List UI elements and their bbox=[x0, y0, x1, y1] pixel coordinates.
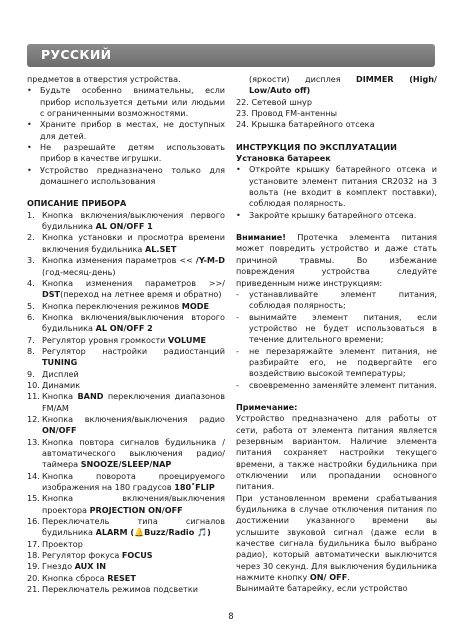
item-number: 4. bbox=[27, 277, 35, 288]
language-title: РУССКИЙ bbox=[41, 47, 112, 62]
bullet-mark: • bbox=[236, 209, 241, 220]
list-item bbox=[27, 380, 225, 391]
list-item bbox=[27, 539, 225, 550]
item-text: Кнопка изменения параметров >>/ bbox=[42, 277, 225, 288]
item-text: Проектор bbox=[42, 538, 83, 549]
dash-item bbox=[236, 380, 437, 391]
item-text: Кнопка поворота проецируемого изображения на 180 градусов bbox=[42, 470, 225, 493]
dash-item bbox=[236, 289, 437, 312]
item-text-after: (переход на летнее время и обратно) bbox=[60, 289, 222, 300]
item-text: Кнопка переключения режимов bbox=[42, 300, 182, 311]
item-number: 11. bbox=[27, 391, 40, 402]
item-text: Кнопка bbox=[42, 391, 78, 402]
dash-item bbox=[236, 312, 437, 346]
item-bold-label: AL ON/OFF 2 bbox=[95, 323, 153, 334]
item-bold-label: AL.SET bbox=[144, 243, 177, 254]
bullet-item bbox=[236, 210, 437, 221]
parts-list-continued: (яркости) дисплея DIMMER (High/ Low/Auto off) bbox=[249, 74, 437, 96]
list-item bbox=[27, 550, 225, 561]
note-paragraph-1: Устройство предназначено для работы от сети, работа от элемента питания является резервным вариантом. Наличие элемента питания сохраняет настройки текущего времени, а также настройки будильника при отключении или пропадании основного питания. bbox=[236, 413, 437, 492]
section-title-description: ОПИСАНИЕ ПРИБОРА bbox=[27, 198, 127, 209]
list-item bbox=[27, 437, 225, 471]
safety-bullets bbox=[27, 85, 225, 187]
item-number: 24. bbox=[236, 119, 249, 130]
list-item bbox=[27, 391, 225, 414]
note-label: Примечание: bbox=[236, 401, 298, 412]
bullet-mark: • bbox=[27, 119, 32, 130]
item-text: Гнездо bbox=[42, 561, 75, 572]
item-text: Кнопка сброса bbox=[42, 572, 108, 583]
list-item bbox=[27, 471, 225, 494]
list-item bbox=[236, 108, 437, 119]
list-item bbox=[27, 312, 225, 335]
list-item bbox=[27, 414, 225, 437]
item-number: 23. bbox=[236, 108, 249, 119]
item-bold-label: RESET bbox=[107, 572, 136, 583]
item-number: 6. bbox=[27, 311, 35, 322]
list-item bbox=[27, 255, 225, 278]
item-bold-label: 180˚FLIP bbox=[174, 482, 215, 493]
item-number: 13. bbox=[27, 436, 40, 447]
item-text: Кнопка установки и просмотра времени включения будильника bbox=[42, 232, 225, 254]
dash-item bbox=[236, 346, 437, 380]
list-item bbox=[27, 493, 225, 516]
list-item bbox=[27, 369, 225, 380]
list-item bbox=[27, 346, 225, 369]
item-number: 22. bbox=[236, 96, 249, 107]
item-text: Переключатель режимов подсветки bbox=[42, 584, 198, 595]
item-text: Переключатель типа сигналов будильника bbox=[42, 516, 225, 538]
list-item bbox=[27, 561, 225, 572]
bullet-text: Не разрешайте детям использовать прибор в качестве игрушки. bbox=[40, 142, 225, 164]
item-text: Динамик bbox=[42, 379, 81, 390]
dash-mark: - bbox=[236, 379, 239, 390]
item-text: Регулятор настройки радиостанций bbox=[42, 345, 225, 356]
item-bold-label: TUNING bbox=[42, 357, 78, 368]
item-text: Регулятор фокуса bbox=[42, 550, 122, 561]
warning-paragraph: Внимание! Протечка элемента питания может повредить устройство и даже стать причиной травмы. Во избежание повреждения устройства следуйте приведенным ниже инструкциям: bbox=[236, 232, 437, 288]
right-column bbox=[236, 74, 437, 595]
left-column bbox=[27, 74, 225, 595]
list-item bbox=[27, 516, 225, 539]
item-number: 9. bbox=[27, 368, 35, 379]
item-number: 8. bbox=[27, 345, 35, 356]
list-item bbox=[27, 210, 225, 233]
continued-text: предметов в отверстия устройства. bbox=[27, 74, 181, 84]
item-number: 19. bbox=[27, 561, 40, 572]
bullet-mark: • bbox=[27, 164, 32, 175]
list-item bbox=[236, 97, 437, 108]
item-number: 12. bbox=[27, 413, 40, 424]
subsection-title-batteries: Установка батареек bbox=[236, 153, 331, 164]
dash-text: не перезаряжайте элемент питания, не разбирайте его, не подвергайте его воздействию высокой температуры; bbox=[249, 345, 437, 379]
item-bold-label: ON/OFF bbox=[42, 425, 77, 436]
dash-mark: - bbox=[236, 288, 239, 299]
note-paragraph-3: Вынимайте батарейку, если устройство bbox=[236, 583, 408, 594]
item-bold-label: FOCUS bbox=[121, 550, 153, 561]
item-number: 21. bbox=[27, 584, 40, 595]
item-bold-label: AL ON/OFF 1 bbox=[95, 221, 153, 232]
bullet-item bbox=[236, 164, 437, 209]
dash-mark: - bbox=[236, 311, 239, 322]
bullet-mark: • bbox=[27, 85, 32, 96]
item-text: Кнопка включения/выключения второго будильника bbox=[42, 311, 225, 334]
note-paragraph-2: При установленном времени срабатывания будильника в случае отключения питания по достижении указанного времени вы услышите звуковой сигнал (даже если в качестве сигнала будильника было выбрано радио), который автоматически выключится через 30 секунд. Для выключения будильника нажмите кнопку ON/ OFF. bbox=[236, 492, 437, 583]
item-number: 10. bbox=[27, 379, 40, 390]
item-text: Кнопка включения/выключения первого будильника bbox=[42, 209, 225, 232]
item-number: 14. bbox=[27, 470, 40, 481]
item-bold-label: ALARM (🔔Buzz/Radio 🎵) bbox=[95, 527, 211, 538]
item-number: 7. bbox=[27, 334, 35, 345]
bullet-text: Закройте крышку батарейного отсека. bbox=[249, 209, 417, 220]
page-number: 8 bbox=[228, 612, 234, 622]
battery-bullets bbox=[236, 164, 437, 221]
dash-text: устанавливайте элемент питания, соблюдая полярность; bbox=[249, 288, 437, 311]
item-number: 16. bbox=[27, 516, 40, 527]
bullet-item bbox=[27, 142, 225, 165]
bullet-text: Устройство предназначено только для домашнего использования bbox=[40, 164, 225, 187]
bullet-item bbox=[27, 85, 225, 119]
item-number: 15. bbox=[27, 493, 40, 504]
bullet-text: Храните прибор в местах, не доступных для детей. bbox=[40, 119, 225, 141]
item-number: 20. bbox=[27, 572, 40, 583]
item-bold-label: DST bbox=[42, 289, 61, 300]
bullet-text: Будьте особенно внимательны, если прибор используется детьми или людьми с ограниченными возможностями. bbox=[40, 85, 225, 119]
item-text-after: (год-месяц-день) bbox=[42, 266, 116, 277]
bullet-item bbox=[27, 165, 225, 188]
list-item bbox=[27, 232, 225, 255]
list-item bbox=[27, 278, 225, 301]
item-text: Сетевой шнур bbox=[251, 96, 312, 107]
item-text: Дисплей bbox=[42, 368, 79, 379]
dash-text: своевременно заменяйте элемент питания. bbox=[249, 379, 437, 390]
bullet-mark: • bbox=[236, 164, 241, 175]
item-bold-label: AUX IN bbox=[74, 561, 107, 572]
item-bold-label: /Y-M-D bbox=[195, 255, 225, 266]
item-bold-label: VOLUME bbox=[168, 334, 207, 345]
parts-list-end bbox=[236, 97, 437, 131]
item-number: 3. bbox=[27, 255, 35, 266]
item-text: Кнопка включения/выключения радио bbox=[42, 413, 225, 424]
bullet-mark: • bbox=[27, 142, 32, 153]
list-item bbox=[27, 573, 225, 584]
dash-mark: - bbox=[236, 345, 239, 356]
item-number: 17. bbox=[27, 538, 40, 549]
item-bold-label: BAND bbox=[77, 391, 104, 402]
dash-text: вынимайте элемент питания, если устройство не будет использоваться в течение длительного времени; bbox=[249, 311, 437, 345]
item-text: Кнопка включения/выключения проектора bbox=[42, 493, 225, 515]
item-text: Кнопка повтора сигналов будильника / автоматического выключения радио/таймера bbox=[42, 436, 225, 470]
section-title-instructions: ИНСТРУКЦИЯ ПО ЭКСПЛУАТАЦИИ bbox=[236, 141, 397, 152]
item-bold-label: SNOOZE/SLEEP/NAP bbox=[80, 459, 172, 470]
language-header-bar bbox=[27, 44, 435, 67]
item-number: 18. bbox=[27, 550, 40, 561]
item-text: Крышка батарейного отсека bbox=[251, 119, 375, 130]
item-text: Регулятор уровня громкости bbox=[42, 334, 168, 345]
item-number: 5. bbox=[27, 300, 35, 311]
parts-list bbox=[27, 210, 225, 596]
item-number: 2. bbox=[27, 232, 35, 243]
item-text-after: переключения диапазонов FM/AM bbox=[42, 391, 225, 413]
item-number: 1. bbox=[27, 209, 35, 220]
warning-dash-list bbox=[236, 289, 437, 391]
list-item bbox=[27, 335, 225, 346]
bullet-item bbox=[27, 119, 225, 142]
item-bold-label: MODE bbox=[181, 300, 209, 311]
bullet-text: Откройте крышку батарейного отсека и установите элемент питания CR2032 на 3 вольта (не входит в комплект поставки), соблюдая полярность. bbox=[249, 164, 437, 209]
item-text: Кнопка изменения параметров << bbox=[42, 255, 196, 266]
list-item bbox=[236, 119, 437, 130]
item-text: Провод FM-антенны bbox=[251, 108, 337, 119]
list-item bbox=[27, 301, 225, 312]
item-bold-label: PROJECTION ON/OFF bbox=[89, 504, 183, 515]
list-item bbox=[27, 584, 225, 595]
